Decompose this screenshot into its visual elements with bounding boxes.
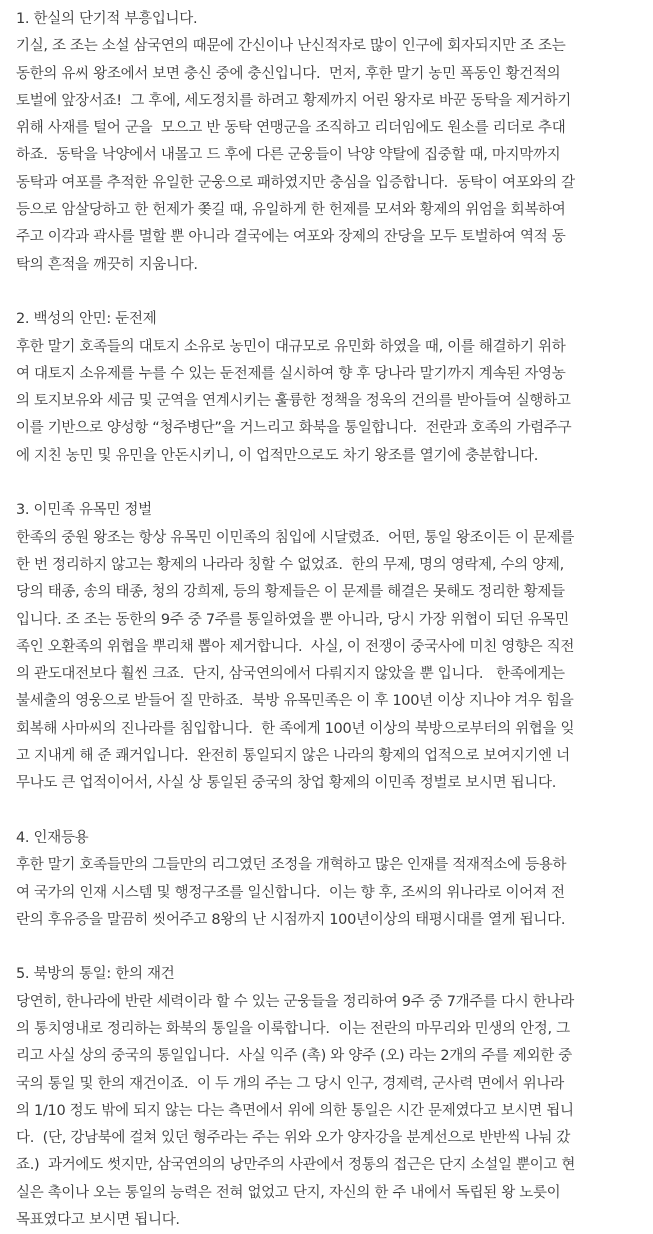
body-line: 죠.) 과거에도 썻지만, 삼국연의의 낭만주의 사관에서 정통의 접근은 단지 소설일 뿐이고 현 <box>16 1157 576 1174</box>
section-tuntian <box>16 306 641 470</box>
body-line: 여 국가의 인재 시스템 및 행정구조를 일신합니다. 이는 향 후, 조씨의 위나라로 이어져 전 <box>16 884 565 901</box>
body-line: 무나도 큰 업적이어서, 사실 상 통일된 중국의 창업 황제의 이민족 정벌로 보시면 됩니다. <box>16 775 557 792</box>
body-line: 의 통치영내로 정리하는 화북의 통일을 이룩합니다. 이는 전란의 마무리와 민생의 안정, 그 <box>16 1020 570 1037</box>
body-line: 기실, 조 조는 소설 삼국연의 때문에 간신이나 난신적자로 많이 인구에 회자되지만 조 조는 <box>16 38 566 55</box>
section-heading: 5. 북방의 통일: 한의 재건 <box>16 966 175 983</box>
body-line: 실은 촉이나 오는 통일의 능력은 전혀 없었고 단지, 자신의 한 주 내에서 독립된 왕 노릇이 <box>16 1184 561 1201</box>
body-line: 의 관도대전보다 훨씬 크죠. 단지, 삼국연의에서 다뤄지지 않았을 뿐 입니다. 한족에게는 <box>16 666 565 683</box>
body-line: 리고 사실 상의 중국의 통일입니다. 사실 익주 (촉) 와 양주 (오) 라는 2개의 주를 제외한 중 <box>16 1048 572 1065</box>
body-line: 의 1/10 정도 밖에 되지 않는 다는 측면에서 위에 의한 통일은 시간 문제였다고 보시면 됩니 <box>16 1102 574 1119</box>
body-line: 불세출의 영웅으로 받들어 질 만하죠. 북방 유목민족은 이 후 100년 이상 지나야 겨우 힘을 <box>16 693 574 710</box>
section-nomads <box>16 497 641 797</box>
section-restoration <box>16 6 641 279</box>
body-line: 하죠. 동탁을 낙양에서 내몰고 드 후에 다른 군웅들이 낙양 약탈에 집중할 때, 마지막까지 <box>16 147 561 164</box>
body-line: 동한의 유씨 왕조에서 보면 충신 중에 충신입니다. 먼저, 후한 말기 농민 폭동인 황건적의 <box>16 65 561 82</box>
section-unification <box>16 961 641 1234</box>
body-line: 동탁과 여포를 추적한 유일한 군웅으로 패하였지만 충심을 입증합니다. 동탁이 여포와의 갈 <box>16 174 575 191</box>
body-line: 여 대토지 소유제를 누를 수 있는 둔전제를 실시하여 향 후 당나라 말기까지 계속된 자영농 <box>16 365 566 382</box>
section-heading: 4. 인재등용 <box>16 829 89 846</box>
body-line: 란의 후유증을 말끔히 씻어주고 8왕의 난 시점까지 100년이상의 태평시대를 열게 됩니다. <box>16 911 566 928</box>
body-line: 족인 오환족의 위협을 뿌리채 뽑아 제거합니다. 사실, 이 전쟁이 중국사에 미친 영향은 직전 <box>16 638 575 655</box>
section-heading: 3. 이민족 유목민 정벌 <box>16 502 152 519</box>
section-heading: 2. 백성의 안민: 둔전제 <box>16 311 157 328</box>
body-line: 등으로 암살당하고 한 헌제가 쫒길 때, 유일하게 한 헌제를 모셔와 황제의 위엄을 회복하여 <box>16 202 566 219</box>
body-line: 다. (단, 강남북에 걸쳐 있던 형주라는 주는 위와 오가 양자강을 분계선으로 반반씩 나눠 갔 <box>16 1130 571 1147</box>
body-line: 위해 사재를 털어 군을 모으고 반 동탁 연맹군을 조직하고 리더임에도 원소를 리더로 추대 <box>16 120 566 137</box>
section-heading: 1. 한실의 단기적 부흥입니다. <box>16 11 198 27</box>
body-line: 주고 이각과 곽사를 멸할 뿐 아니라 결국에는 여포와 장제의 잔당을 모두 토벌하여 역적 동 <box>16 229 566 246</box>
section-talent <box>16 825 641 934</box>
body-line: 토벌에 앞장서죠! 그 후에, 세도정치를 하려고 황제까지 어린 왕자로 바꾼 동탁을 제거하기 <box>16 92 571 109</box>
body-line: 고 지내게 해 준 쾌거입니다. 완전히 통일되지 않은 나라의 황제의 업적으로 보여지기엔 너 <box>16 748 570 765</box>
body-line: 이를 기반으로 양성항 “청주병단”을 거느리고 화북을 통일합니다. 전란과 호족의 가렴주구 <box>16 420 572 437</box>
body-line: 한족의 중원 왕조는 항상 유목민 이민족의 침입에 시달렸죠. 어떤, 통일 왕조이든 이 문제를 <box>16 529 575 546</box>
body-line: 한 번 정리하지 않고는 황제의 나라라 칭할 수 없었죠. 한의 무제, 명의 영락제, 수의 양제, <box>16 556 564 573</box>
body-line: 목표였다고 보시면 됩니다. <box>16 1212 180 1229</box>
body-line: 입니다. 조 조는 동한의 9주 중 7주를 통일하였을 뿐 아니라, 당시 가장 위협이 되던 유목민 <box>16 611 569 628</box>
body-line: 후한 말기 호족들만의 그들만의 리그였던 조정을 개혁하고 많은 인재를 적재적소에 등용하 <box>16 857 567 874</box>
body-line: 회복해 사마씨의 진나라를 침입합니다. 한 족에게 100년 이상의 북방으로부터의 위협을 잊 <box>16 720 575 737</box>
body-line: 탁의 흔적을 깨끗히 지움니다. <box>16 256 198 273</box>
body-line: 후한 말기 호족들의 대토지 소유로 농민이 대규모로 유민화 하였을 때, 이를 해결하기 위하 <box>16 338 566 355</box>
body-line: 당연히, 한나라에 반란 세력이라 할 수 있는 군웅들을 정리하여 9주 중 7개주를 다시 한나라 <box>16 993 574 1010</box>
body-line: 의 토지보유와 세금 및 군역을 연계시키는 훌륭한 정책을 정욱의 건의를 받아들여 실행하고 <box>16 393 571 410</box>
body-line: 에 지친 농민 및 유민을 안돈시키니, 이 업적만으로도 차기 왕조를 열기에 충분합니다. <box>16 447 539 464</box>
body-line: 당의 태종, 송의 태종, 청의 강희제, 등의 황제들은 이 문제를 해결은 못해도 정리한 황제들 <box>16 584 565 601</box>
body-line: 국의 통일 및 한의 재건이죠. 이 두 개의 주는 그 당시 인구, 경제력, 군사력 면에서 위나라 <box>16 1075 564 1092</box>
